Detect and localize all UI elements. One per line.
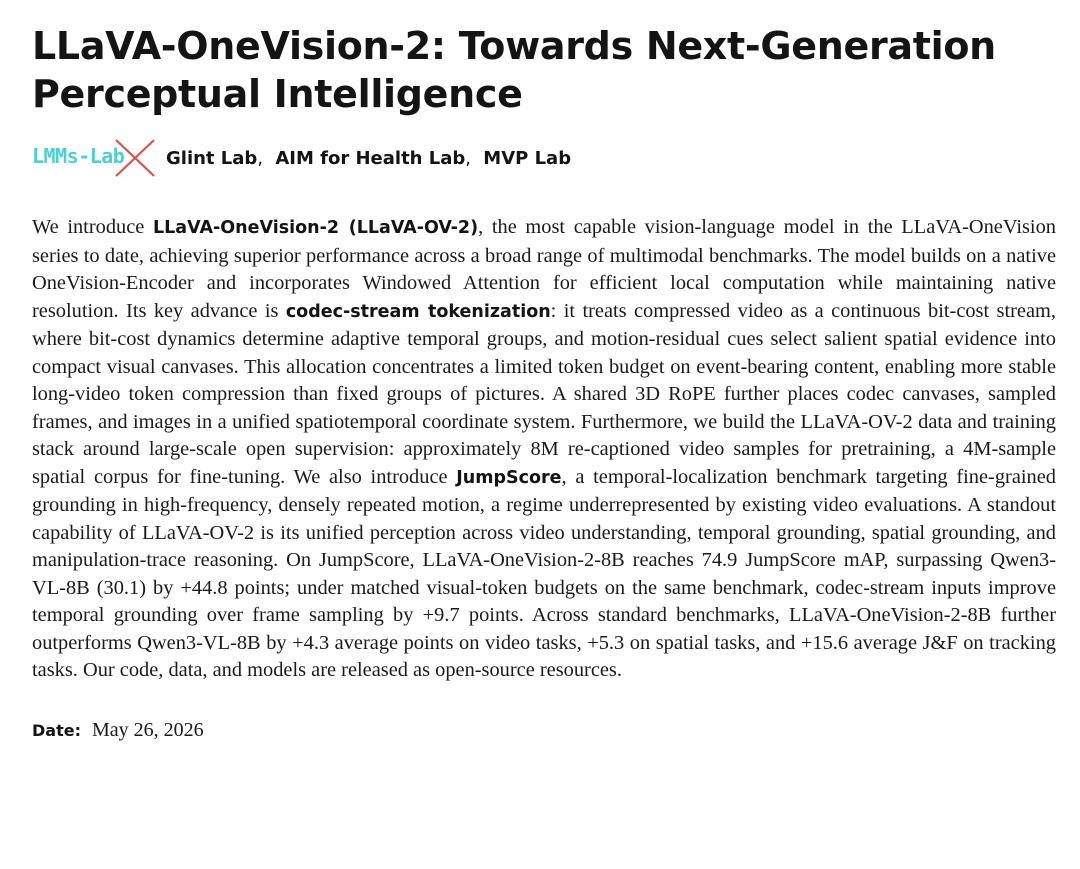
date-row [32, 719, 1056, 742]
affiliation-item: MVP Lab [483, 147, 572, 169]
abstract-text: We introduce [32, 216, 153, 238]
abstract-highlight-jumpscore: JumpScore [456, 467, 562, 488]
affiliation-row [32, 138, 1056, 178]
affiliation-item: Glint Lab [166, 147, 258, 169]
affiliation-item: AIM for Health Lab [275, 147, 466, 169]
abstract-highlight-model-name: LLaVA-OneVision-2 (LLaVA-OV-2) [153, 218, 479, 238]
date-label: Date: [32, 720, 81, 740]
logo-cross-mark-icon [110, 138, 160, 178]
lmms-lab-logo [32, 138, 158, 178]
abstract-highlight-codec-stream: codec-stream tokenization [285, 301, 551, 322]
abstract-paragraph [32, 214, 1056, 685]
affiliation-separator: , [257, 147, 264, 169]
logo-text: LMMs-Lab [32, 144, 125, 168]
paper-page [32, 0, 1056, 742]
abstract-text: : it treats compressed video as a continuous bit-cost stream, where bit-cost dynamics determine adaptive temporal groups, and motion-residual cues select salient spatial evidence into compact visual canvases. This allocation concentrates a limited token budget on event-bearing content, enabling more stable long-video token compression than fixed groups of pictures. A shared 3D RoPE further places codec canvases, sampled frames, and images in a unified spatiotemporal coordinate system. Furthermore, we build the LLaVA-OV-2 data and training stack around large-scale open supervision: approximately 8M re-captioned video samples for pretraining, a 4M-sample spatial corpus for fine-tuning. We also introduce [32, 299, 1056, 488]
abstract-text: , the most capable vision-language model in the LLaVA-OneVision series to date, achieving superior performance across a broad range of multimodal benchmarks. The model builds on a native OneVision-Encoder and incorporates Windowed Attention for efficient local computation while maintaining native resolution. Its key advance is [32, 216, 1056, 322]
affiliation-separator: , [465, 147, 471, 169]
abstract-text: , a temporal-localization benchmark targeting fine-grained grounding in high-frequency, densely repeated motion, a regime underrepresented by existing video evaluations. A standout capability of LLaVA-OV-2 is its unified perception across video understanding, temporal grounding, spatial grounding, and manipulation-trace reasoning. On JumpScore, LLaVA-OneVision-2-8B reaches 74.9 JumpScore mAP, surpassing Qwen3-VL-8B (30.1) by +44.8 points; under matched visual-token budgets on the same benchmark, codec-stream inputs improve temporal grounding over frame sampling by +9.7 points. Across standard benchmarks, LLaVA-OneVision-2-8B further outperforms Qwen3-VL-8B by +4.3 average points on video tasks, +5.3 on spatial tasks, and +15.6 average J&F on tracking tasks. Our code, data, and models are released as open-source resources. [32, 465, 1056, 681]
paper-title: LLaVA-OneVision-2: Towards Next-Generation Perceptual Intelligence [32, 24, 996, 116]
date-value: May 26, 2026 [91, 718, 204, 741]
affiliation-list [166, 148, 571, 169]
